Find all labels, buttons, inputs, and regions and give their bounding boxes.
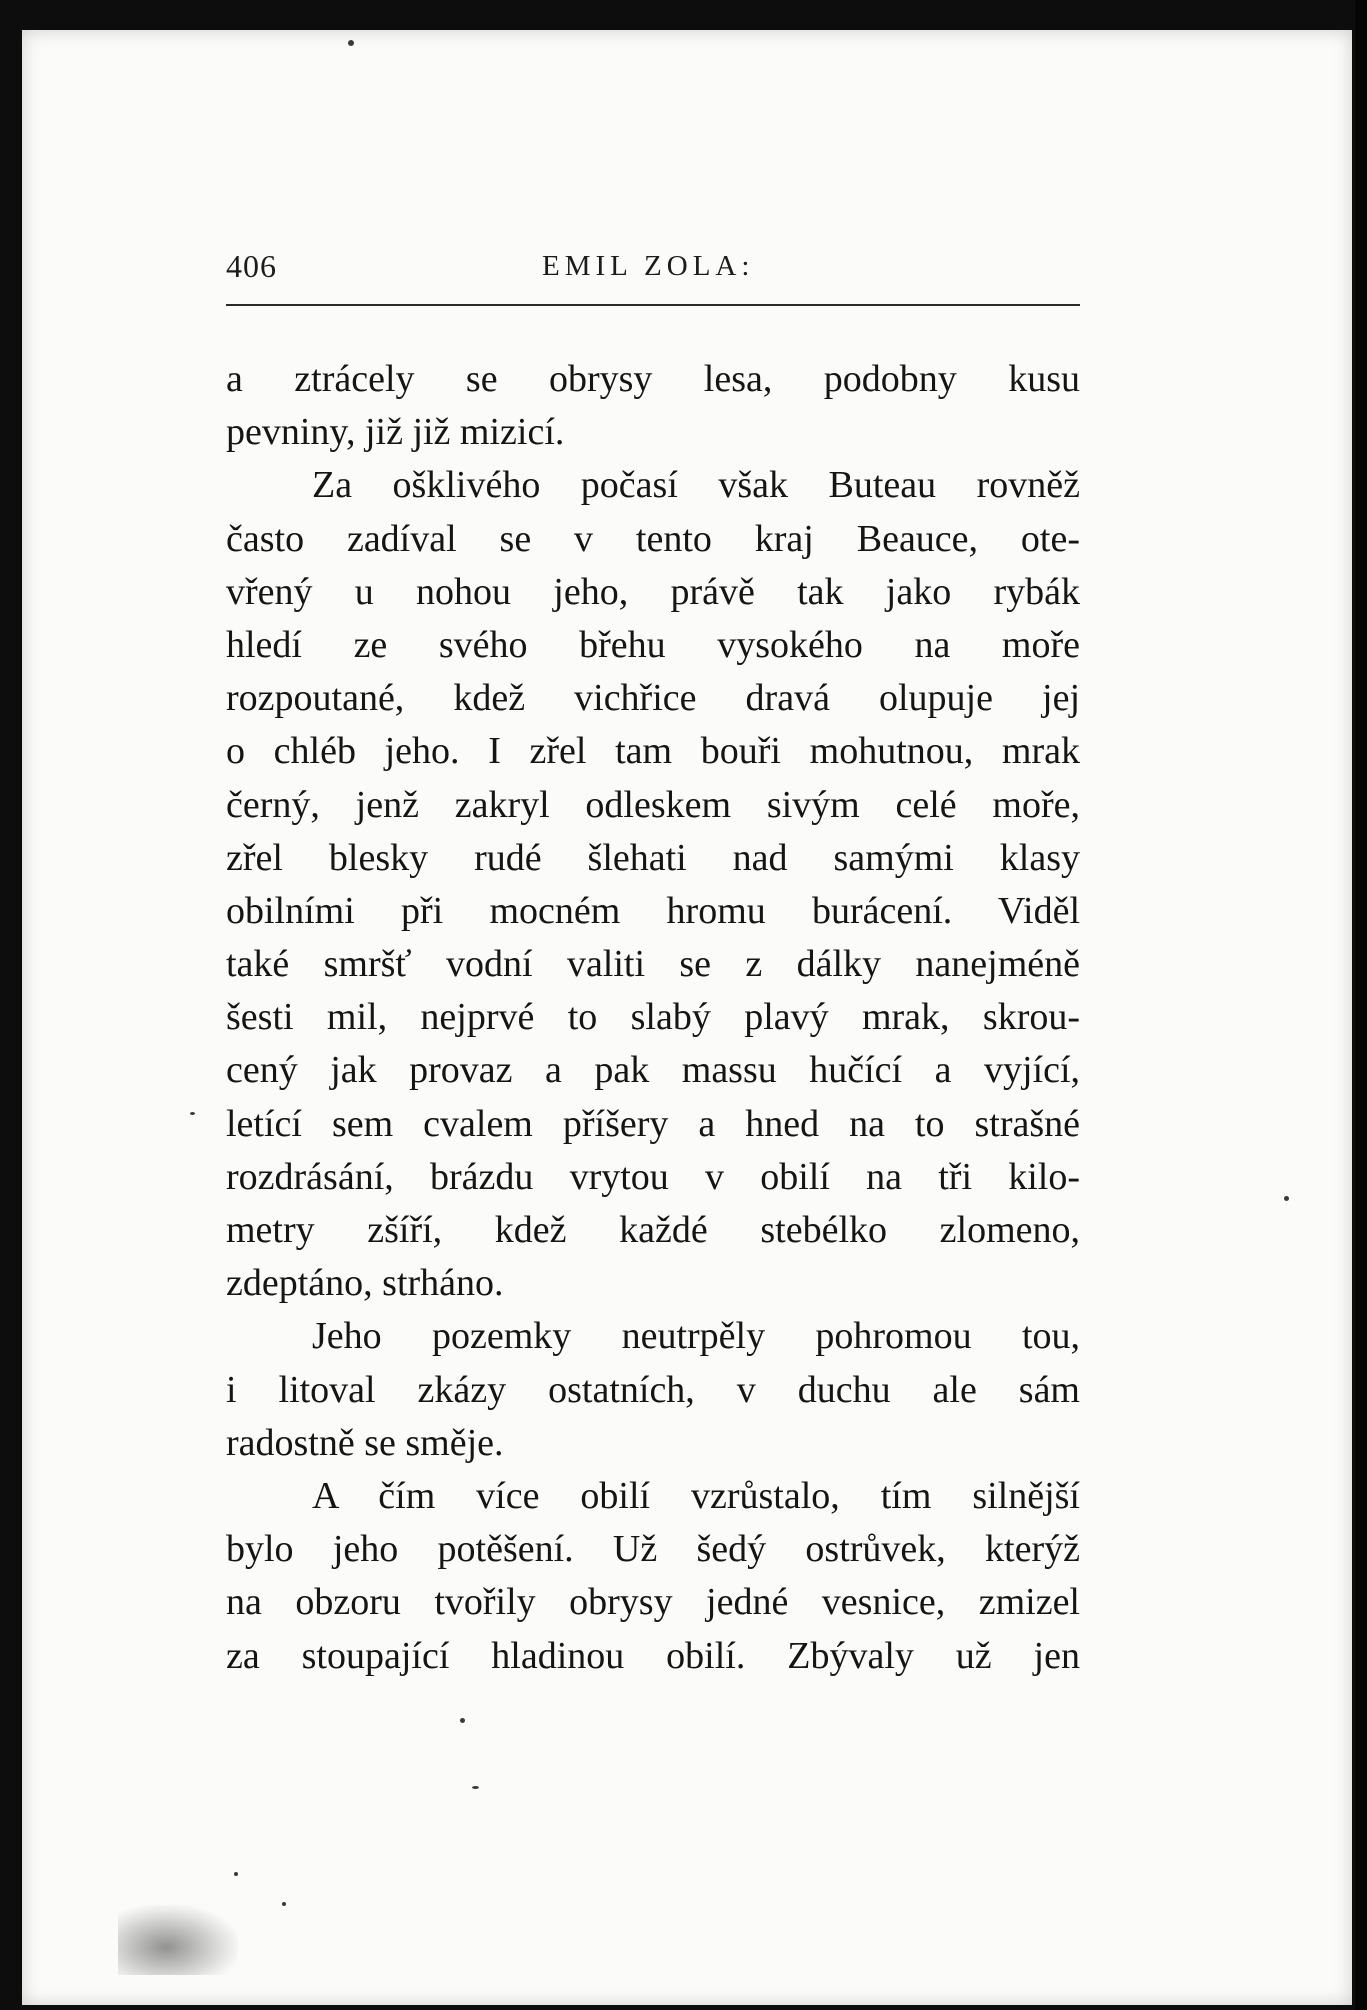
text-line: bylo jeho potěšení. Už šedý ostrůvek, kterýž [226, 1528, 1080, 1571]
text-line: o chléb jeho. I zřel tam bouři mohutnou, mrak [226, 730, 1080, 773]
text-line: letící sem cvalem příšery a hned na to strašné [226, 1102, 1080, 1145]
scan-speck [472, 1786, 479, 1789]
page-number: 406 [226, 248, 277, 284]
text-line: zřel blesky rudé šlehati nad samými klasy [226, 836, 1080, 879]
running-title: EMIL ZOLA: [542, 250, 755, 282]
text-line: rozdrásání, brázdu vrytou v obilí na tři kilo- [226, 1155, 1080, 1198]
text-line: také smršť vodní valiti se z dálky nanejméně [226, 943, 1080, 986]
scan-speck [348, 40, 354, 46]
text-line: i litoval zkázy ostatních, v duchu ale sám [226, 1368, 1080, 1411]
scan-smudge [118, 1905, 238, 1975]
body-text [226, 353, 1080, 1683]
scan-speck [1284, 1196, 1289, 1201]
text-line: a ztrácely se obrysy lesa, podobny kusu [226, 358, 1080, 400]
text-line: zdeptáno, strháno. [226, 1262, 504, 1305]
text-line: rozpoutané, kdež vichřice dravá olupuje jej [226, 677, 1080, 720]
page-header [226, 248, 1080, 306]
text-line: vřený u nohou jeho, právě tak jako rybák [226, 570, 1080, 613]
text-line: často zadíval se v tento kraj Beauce, ote- [226, 517, 1080, 560]
scan-right-edge [1355, 0, 1367, 2010]
scan-speck [460, 1718, 465, 1723]
text-line: Za ošklivého počasí však Buteau rovněž [312, 464, 1080, 507]
text-line: metry zšíří, kdež každé stebélko zlomeno, [226, 1209, 1080, 1251]
text-line: A čím více obilí vzrůstalo, tím silnější [312, 1474, 1080, 1517]
text-line: šesti mil, nejprvé to slabý plavý mrak, skrou- [226, 996, 1080, 1039]
text-line: za stoupající hladinou obilí. Zbývaly už jen [226, 1634, 1080, 1677]
text-line: na obzoru tvořily obrysy jedné vesnice, zmizel [226, 1581, 1080, 1624]
scan-speck [234, 1872, 238, 1876]
text-line: Jeho pozemky neutrpěly pohromou tou, [312, 1315, 1080, 1358]
text-line: radostně se směje. [226, 1421, 504, 1464]
scan-speck [282, 1902, 286, 1906]
text-line: obilními při mocném hromu burácení. Viděl [226, 889, 1080, 932]
text-line: pevniny, již již mizicí. [226, 411, 565, 454]
scan-speck [190, 1112, 195, 1115]
text-line: černý, jenž zakryl odleskem sivým celé moře, [226, 783, 1080, 826]
text-line: cený jak provaz a pak massu hučící a vyjící, [226, 1049, 1080, 1092]
text-line: hledí ze svého břehu vysokého na moře [226, 623, 1080, 666]
